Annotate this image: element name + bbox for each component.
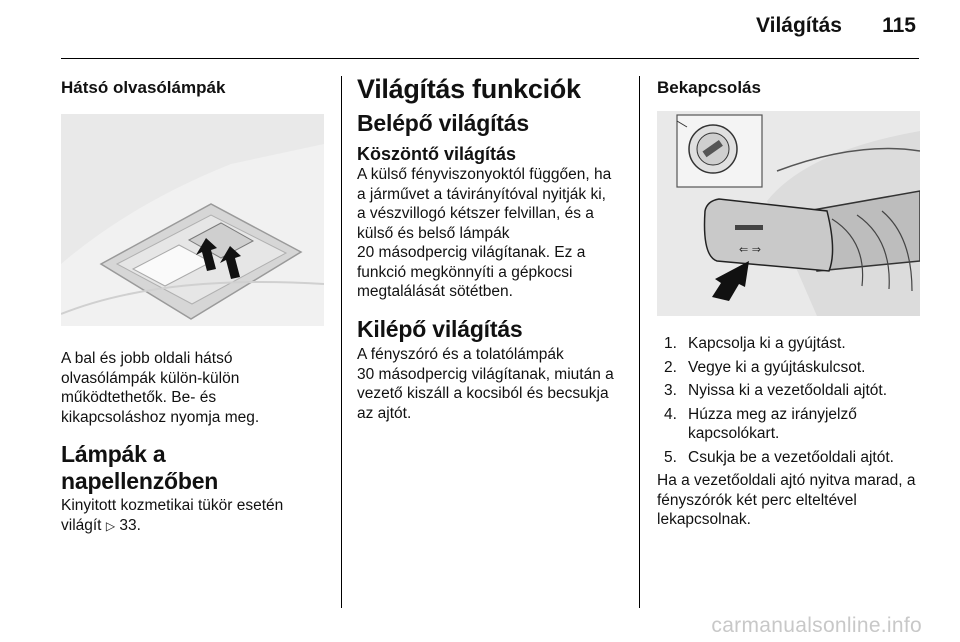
- right-column: [657, 70, 922, 530]
- step-text: Vegye ki a gyújtáskulcsot.: [688, 358, 866, 376]
- rear-reading-lamps-paragraph: A bal és jobb oldali hátsó olvasólámpák külön-külön működtethetők. Be- és kikapcsoláshoz nyomja meg.: [61, 350, 260, 426]
- door-open-note-paragraph: Ha a vezetőoldali ajtó nyitva marad, a fényszórók két perc elteltével lekapcsolnak.: [657, 472, 916, 529]
- step-text: Csukja be a vezetőoldali ajtót.: [688, 448, 894, 466]
- left-column: [61, 70, 326, 536]
- page-reference-link[interactable]: 33.: [119, 516, 141, 534]
- entry-lighting-heading: Belépő világítás: [357, 110, 529, 137]
- rear-reading-lamps-heading: Hátsó olvasólámpák: [61, 78, 226, 97]
- svg-text:⇐ ⇒: ⇐ ⇒: [739, 243, 761, 257]
- header-divider: [61, 58, 919, 59]
- list-item: [657, 358, 922, 378]
- rear-reading-lamp-figure: [61, 114, 324, 326]
- page-reference-icon: ▷: [105, 518, 116, 533]
- rear-reading-lamp-illustration-icon: [61, 114, 324, 326]
- step-number: 4.: [664, 405, 677, 423]
- step-number: 2.: [664, 358, 677, 376]
- exit-lighting-heading: Kilépő világítás: [357, 315, 523, 342]
- lighting-functions-title: Világítás funkciók: [357, 74, 581, 104]
- column-divider-left: [341, 76, 342, 608]
- list-item: [657, 334, 922, 354]
- sun-visor-lamps-paragraph: [61, 496, 326, 536]
- step-number: 5.: [664, 448, 677, 466]
- step-number: 3.: [664, 382, 677, 400]
- step-text: Nyissa ki a vezetőoldali ajtót.: [688, 382, 888, 400]
- column-divider-right: [639, 76, 640, 608]
- exit-lighting-paragraph: A fényszóró és a tolatólámpák 30 másodpercig világítanak, miután a vezető kiszáll a kocsiból és becsukja az ajtót.: [357, 346, 614, 422]
- welcome-lighting-paragraph: A külső fényviszonyoktól függően, ha a járművet a távirányítóval nyitják ki, a vészvillogó kétszer felvillan, és a külső és belső lámpák 20 másodpercig világítanak. Ez a funkció megkönnyíti a gépkocsi megtalálását sötétben.: [357, 166, 612, 301]
- activation-heading: Bekapcsolás: [657, 78, 761, 97]
- step-text: Kapcsolja ki a gyújtást.: [688, 335, 846, 353]
- list-item: [657, 381, 922, 401]
- ignition-and-turn-signal-lever-illustration-icon: [657, 111, 920, 316]
- turn-signal-lever-figure: [657, 111, 920, 316]
- list-item: [657, 448, 922, 468]
- step-number: 1.: [664, 335, 677, 353]
- list-item: [657, 405, 922, 444]
- welcome-lighting-subheading: Köszöntő világítás: [357, 144, 517, 165]
- page-number: 115: [882, 14, 916, 37]
- sun-visor-lamps-heading: Lámpák a napellenzőben: [61, 441, 219, 494]
- page-header-title: Világítás: [756, 14, 842, 37]
- sun-visor-lamps-text: Kinyitott kozmetikai tükör esetén világít: [61, 497, 284, 534]
- watermark: carmanualsonline.info: [711, 614, 922, 637]
- activation-steps-list: [657, 334, 922, 467]
- middle-column: [357, 70, 627, 423]
- step-text: Húzza meg az irányjelző kapcsolókart.: [688, 405, 857, 443]
